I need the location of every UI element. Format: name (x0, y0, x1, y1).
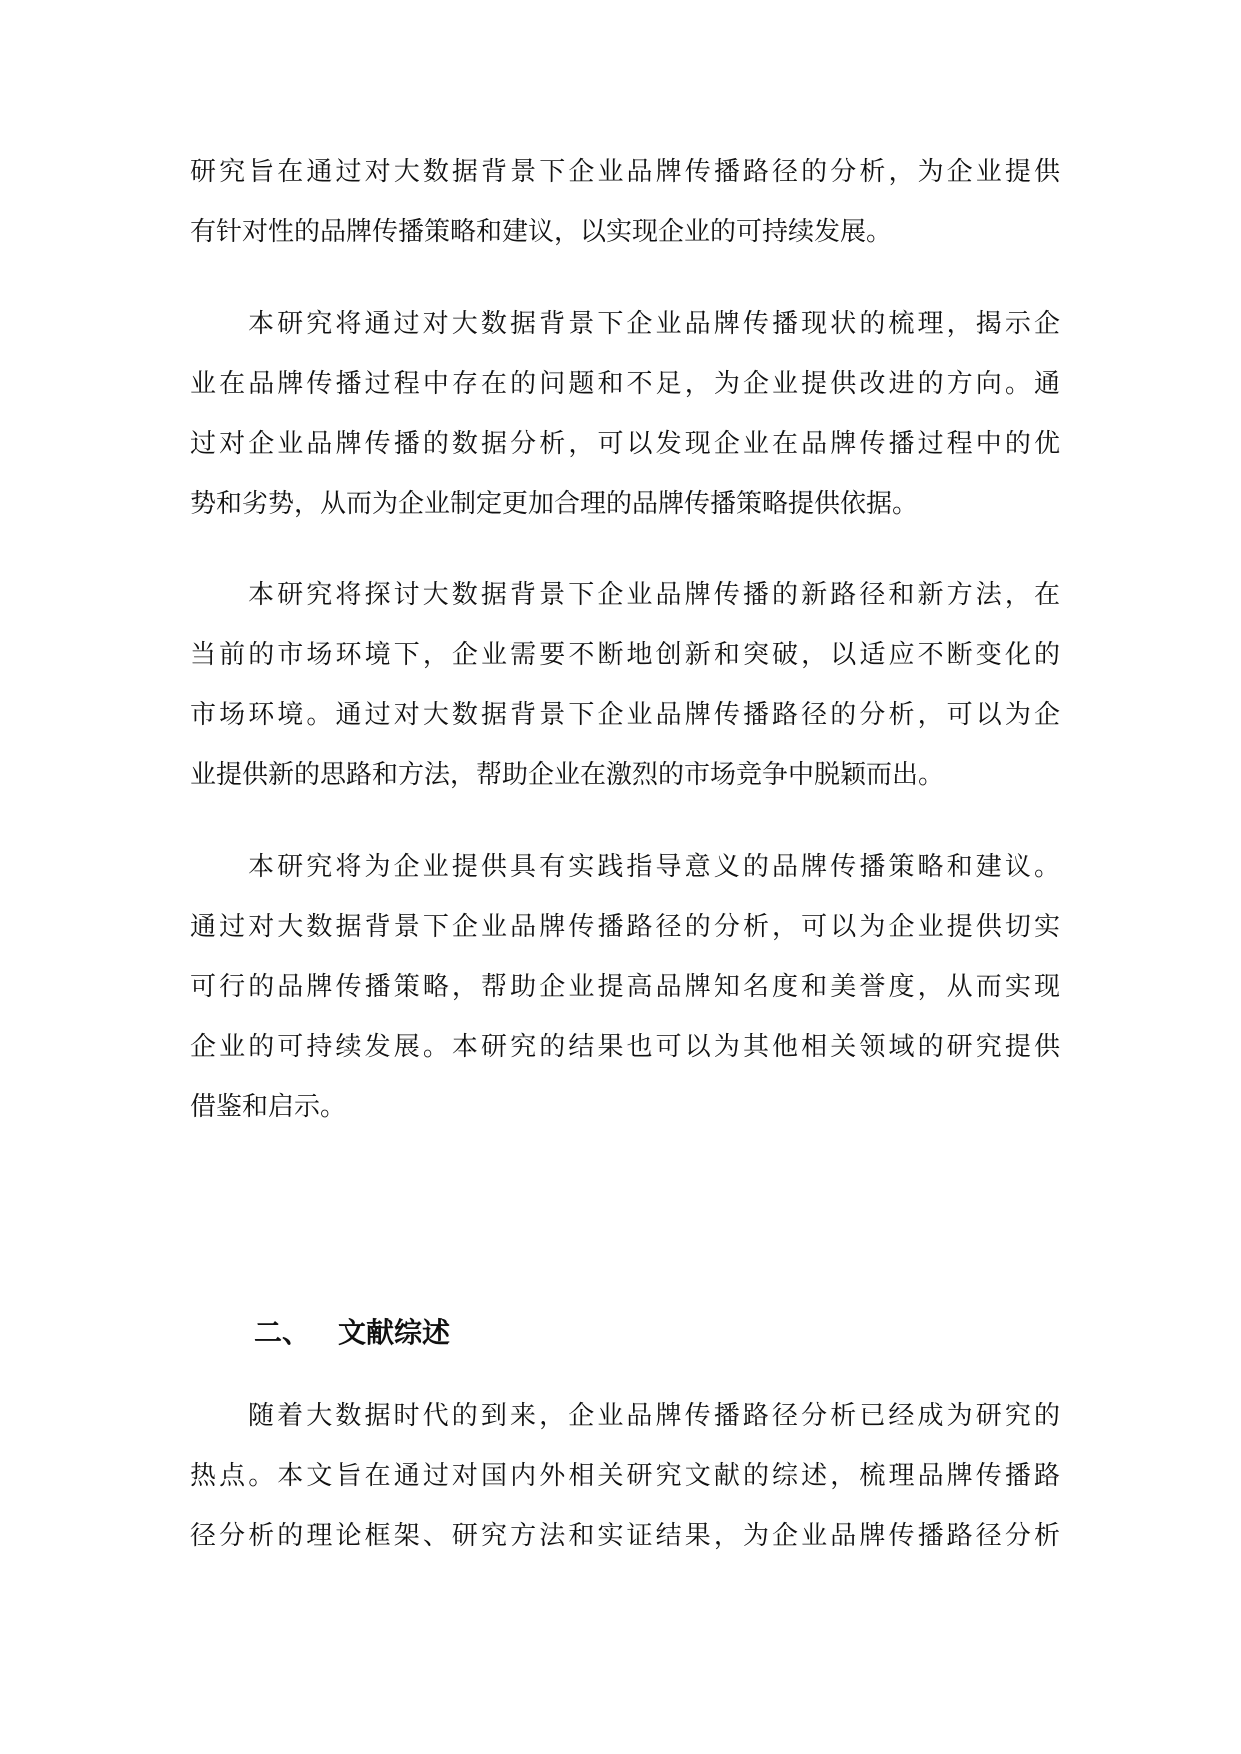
section-heading-number: 二、 (254, 1316, 311, 1349)
section-paragraph-line-1: 随着大数据时代的到来，企业品牌传播路径分析已经成为研究的 (248, 1401, 1060, 1431)
paragraph-3-line-3: 市场环境。通过对大数据背景下企业品牌传播路径的分析，可以为企 (190, 700, 1060, 730)
paragraph-4-line-1: 本研究将为企业提供具有实践指导意义的品牌传播策略和建议。 (248, 852, 1060, 882)
paragraph-2-line-4: 势和劣势，从而为企业制定更加合理的品牌传播策略提供依据。 (190, 489, 919, 519)
paragraph-3-line-2: 当前的市场环境下，企业需要不断地创新和突破，以适应不断变化的 (190, 640, 1060, 670)
paragraph-4-line-5: 借鉴和启示。 (190, 1092, 347, 1122)
section-paragraph-line-2: 热点。本文旨在通过对国内外相关研究文献的综述，梳理品牌传播路 (190, 1461, 1060, 1491)
section-paragraph-line-3: 径分析的理论框架、研究方法和实证结果，为企业品牌传播路径分析 (190, 1521, 1060, 1551)
paragraph-1-line-2: 有针对性的品牌传播策略和建议，以实现企业的可持续发展。 (190, 217, 893, 247)
section-heading (254, 1311, 450, 1355)
paragraph-3-line-4: 业提供新的思路和方法，帮助企业在激烈的市场竞争中脱颖而出。 (190, 760, 945, 790)
paragraph-4-line-3: 可行的品牌传播策略，帮助企业提高品牌知名度和美誉度，从而实现 (190, 972, 1060, 1002)
paragraph-4-line-4: 企业的可持续发展。本研究的结果也可以为其他相关领域的研究提供 (190, 1032, 1060, 1062)
paragraph-2-line-1: 本研究将通过对大数据背景下企业品牌传播现状的梳理，揭示企 (248, 309, 1060, 339)
paragraph-2-line-2: 业在品牌传播过程中存在的问题和不足，为企业提供改进的方向。通 (190, 369, 1060, 399)
paragraph-1-line-1: 研究旨在通过对大数据背景下企业品牌传播路径的分析，为企业提供 (190, 157, 1060, 187)
paragraph-4-line-2: 通过对大数据背景下企业品牌传播路径的分析，可以为企业提供切实 (190, 912, 1060, 942)
section-heading-title: 文献综述 (338, 1316, 451, 1349)
paragraph-3-line-1: 本研究将探讨大数据背景下企业品牌传播的新路径和新方法，在 (248, 580, 1060, 610)
paragraph-2-line-3: 过对企业品牌传播的数据分析，可以发现企业在品牌传播过程中的优 (190, 429, 1060, 459)
